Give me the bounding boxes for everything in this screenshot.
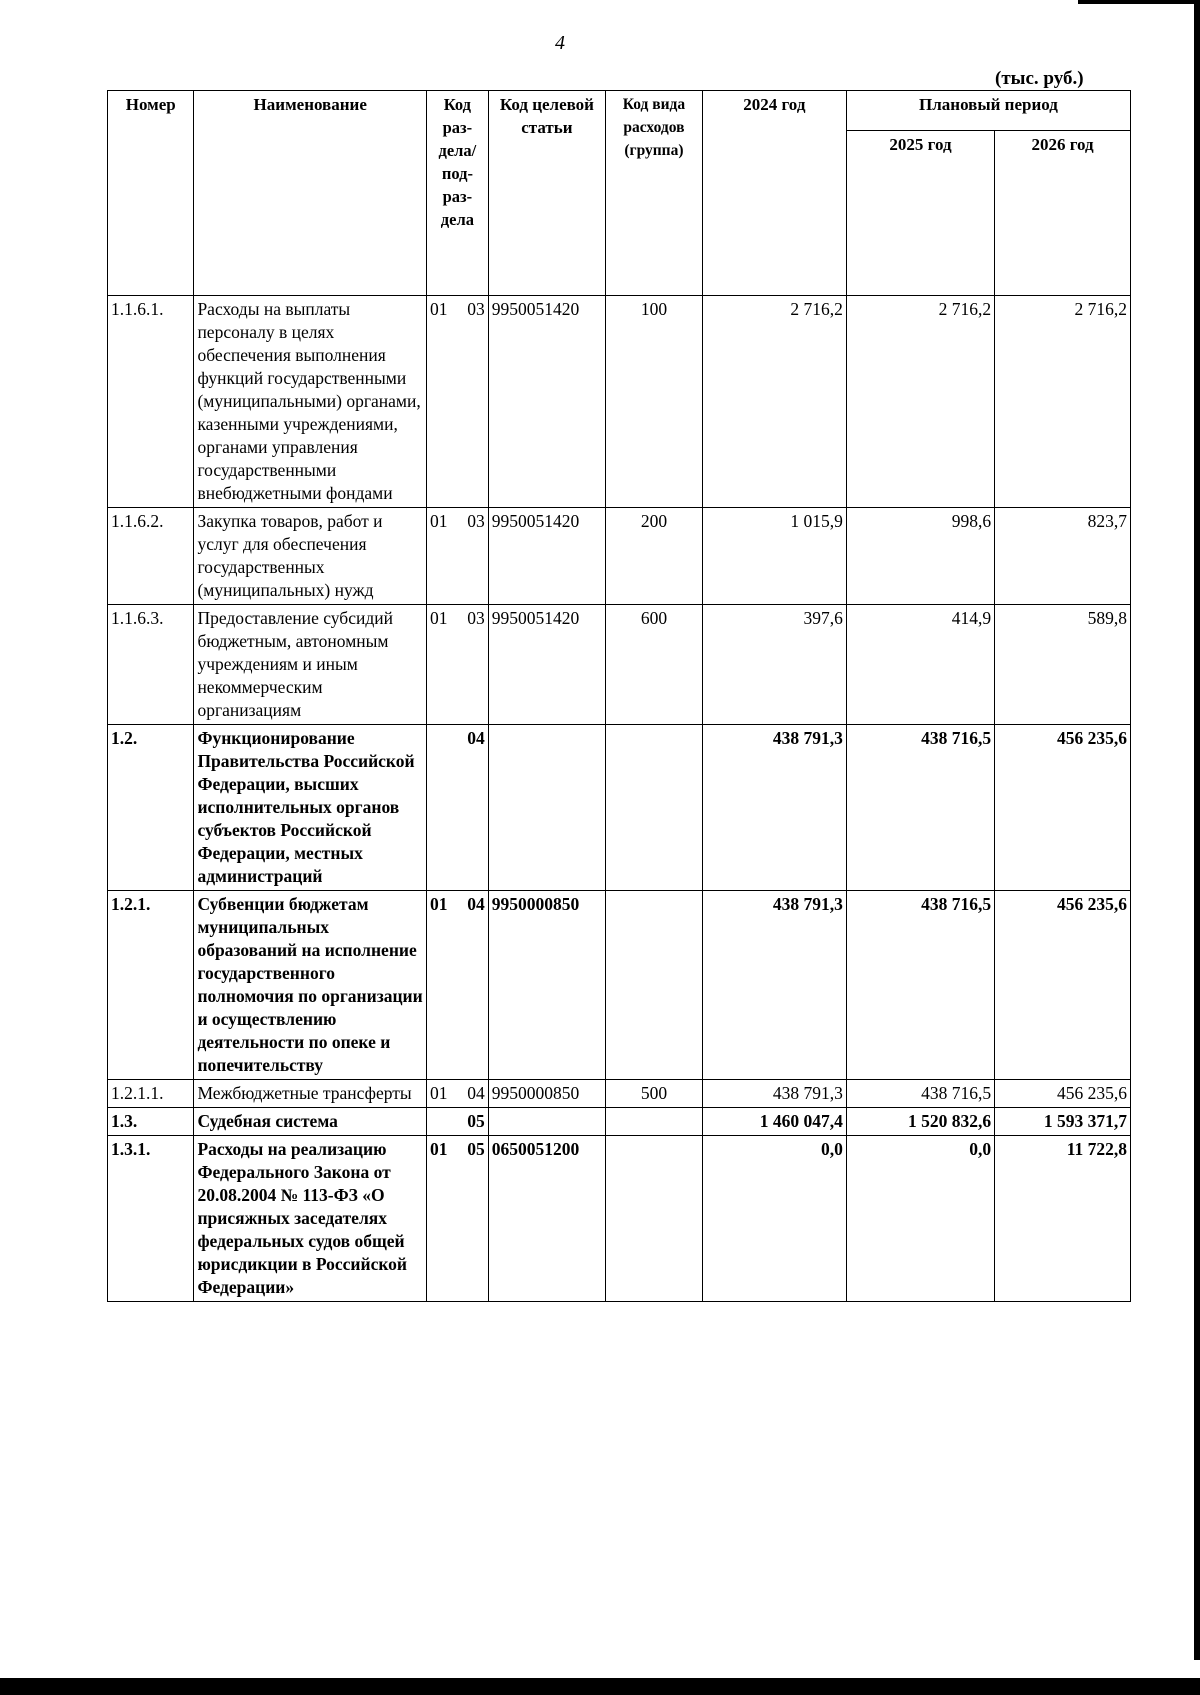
header-2026: 2026 год <box>995 131 1131 296</box>
row-amount-2025: 438 716,5 <box>846 725 994 891</box>
table-row <box>108 891 1131 1080</box>
row-target-code: 9950000850 <box>488 1080 605 1108</box>
row-amount-2024: 1 460 047,4 <box>702 1108 846 1136</box>
row-kind-code <box>606 891 703 1080</box>
table-row <box>108 1080 1131 1108</box>
section-code: 01 <box>430 608 448 628</box>
row-kind-code <box>606 1136 703 1302</box>
row-number: 1.2. <box>108 725 194 891</box>
row-number: 1.1.6.1. <box>108 296 194 508</box>
table-row <box>108 725 1131 891</box>
row-kind-code <box>606 725 703 891</box>
row-amount-2025: 438 716,5 <box>846 1080 994 1108</box>
row-section-code <box>427 891 489 1080</box>
subsection-code: 04 <box>467 894 485 914</box>
row-number: 1.3.1. <box>108 1136 194 1302</box>
row-amount-2024: 438 791,3 <box>702 891 846 1080</box>
row-name: Функционирование Правительства Российской Федерации, высших исполнительных органов субъектов Российской Федерации, местных администраций <box>194 725 427 891</box>
row-section-code <box>427 1136 489 1302</box>
row-section-code <box>427 605 489 725</box>
row-amount-2026: 1 593 371,7 <box>995 1108 1131 1136</box>
subsection-code: 03 <box>467 299 485 319</box>
row-number: 1.2.1. <box>108 891 194 1080</box>
scan-edge-bottom <box>0 1678 1200 1695</box>
section-code: 01 <box>430 1139 448 1159</box>
row-target-code: 9950051420 <box>488 296 605 508</box>
row-section-code <box>427 725 489 891</box>
subsection-code: 05 <box>467 1111 485 1131</box>
row-section-code <box>427 1108 489 1136</box>
header-section: Код раз-дела/ под-раз-дела <box>427 91 489 296</box>
row-amount-2024: 2 716,2 <box>702 296 846 508</box>
row-section-code <box>427 1080 489 1108</box>
row-name: Межбюджетные трансферты <box>194 1080 427 1108</box>
row-name: Расходы на реализацию Федерального Закона от 20.08.2004 № 113-ФЗ «О присяжных заседателях федеральных судов общей юрисдикции в Российской Федерации» <box>194 1136 427 1302</box>
row-kind-code: 100 <box>606 296 703 508</box>
header-kind: Код вида расходов (группа) <box>606 91 703 296</box>
table-row <box>108 605 1131 725</box>
section-code: 01 <box>430 511 448 531</box>
row-amount-2025: 2 716,2 <box>846 296 994 508</box>
row-amount-2026: 589,8 <box>995 605 1131 725</box>
row-number: 1.1.6.3. <box>108 605 194 725</box>
row-target-code: 9950051420 <box>488 605 605 725</box>
row-amount-2026: 823,7 <box>995 508 1131 605</box>
row-name: Субвенции бюджетам муниципальных образований на исполнение государственного полномочия по организации и осуществлению деятельности по опеке и попечительству <box>194 891 427 1080</box>
table-body <box>108 296 1131 1302</box>
row-number: 1.1.6.2. <box>108 508 194 605</box>
row-target-code: 9950051420 <box>488 508 605 605</box>
units-label: (тыс. руб.) <box>995 68 1084 89</box>
section-code: 01 <box>430 894 448 914</box>
row-name: Предоставление субсидий бюджетным, автономным учреждениям и иным некоммерческим организациям <box>194 605 427 725</box>
subsection-code: 03 <box>467 608 485 628</box>
row-name: Закупка товаров, работ и услуг для обеспечения государственных (муниципальных) нужд <box>194 508 427 605</box>
row-amount-2025: 1 520 832,6 <box>846 1108 994 1136</box>
subsection-code: 04 <box>467 728 485 748</box>
row-target-code: 9950000850 <box>488 891 605 1080</box>
row-amount-2025: 998,6 <box>846 508 994 605</box>
row-kind-code: 200 <box>606 508 703 605</box>
row-amount-2026: 456 235,6 <box>995 891 1131 1080</box>
page-number: 4 <box>555 32 565 54</box>
row-amount-2025: 438 716,5 <box>846 891 994 1080</box>
row-amount-2026: 11 722,8 <box>995 1136 1131 1302</box>
header-number: Номер <box>108 91 194 296</box>
row-name: Судебная система <box>194 1108 427 1136</box>
scan-edge-top <box>1078 0 1200 4</box>
budget-table <box>107 90 1131 1302</box>
header-name: Наименование <box>194 91 427 296</box>
header-target: Код целевой статьи <box>488 91 605 296</box>
section-code: 01 <box>430 1083 448 1103</box>
row-amount-2026: 456 235,6 <box>995 1080 1131 1108</box>
table-row <box>108 1136 1131 1302</box>
row-number: 1.2.1.1. <box>108 1080 194 1108</box>
row-amount-2025: 414,9 <box>846 605 994 725</box>
row-target-code: 0650051200 <box>488 1136 605 1302</box>
row-amount-2024: 0,0 <box>702 1136 846 1302</box>
row-amount-2024: 438 791,3 <box>702 1080 846 1108</box>
row-kind-code <box>606 1108 703 1136</box>
row-amount-2026: 456 235,6 <box>995 725 1131 891</box>
subsection-code: 04 <box>467 1083 485 1103</box>
table-row <box>108 1108 1131 1136</box>
header-plan-period: Плановый период <box>846 91 1130 131</box>
row-amount-2024: 1 015,9 <box>702 508 846 605</box>
row-number: 1.3. <box>108 1108 194 1136</box>
row-target-code <box>488 1108 605 1136</box>
row-amount-2025: 0,0 <box>846 1136 994 1302</box>
row-amount-2024: 438 791,3 <box>702 725 846 891</box>
row-kind-code: 600 <box>606 605 703 725</box>
subsection-code: 03 <box>467 511 485 531</box>
row-name: Расходы на выплаты персоналу в целях обеспечения выполнения функций государственными (муниципальными) органами, казенными учреждениями, органами управления государственными внебюджетными фондами <box>194 296 427 508</box>
table-row <box>108 508 1131 605</box>
row-section-code <box>427 296 489 508</box>
table-row <box>108 296 1131 508</box>
row-amount-2026: 2 716,2 <box>995 296 1131 508</box>
row-kind-code: 500 <box>606 1080 703 1108</box>
row-section-code <box>427 508 489 605</box>
header-2025: 2025 год <box>846 131 994 296</box>
section-code: 01 <box>430 299 448 319</box>
header-2024: 2024 год <box>702 91 846 296</box>
row-amount-2024: 397,6 <box>702 605 846 725</box>
scan-edge-right <box>1194 0 1200 1660</box>
row-target-code <box>488 725 605 891</box>
subsection-code: 05 <box>467 1139 485 1159</box>
